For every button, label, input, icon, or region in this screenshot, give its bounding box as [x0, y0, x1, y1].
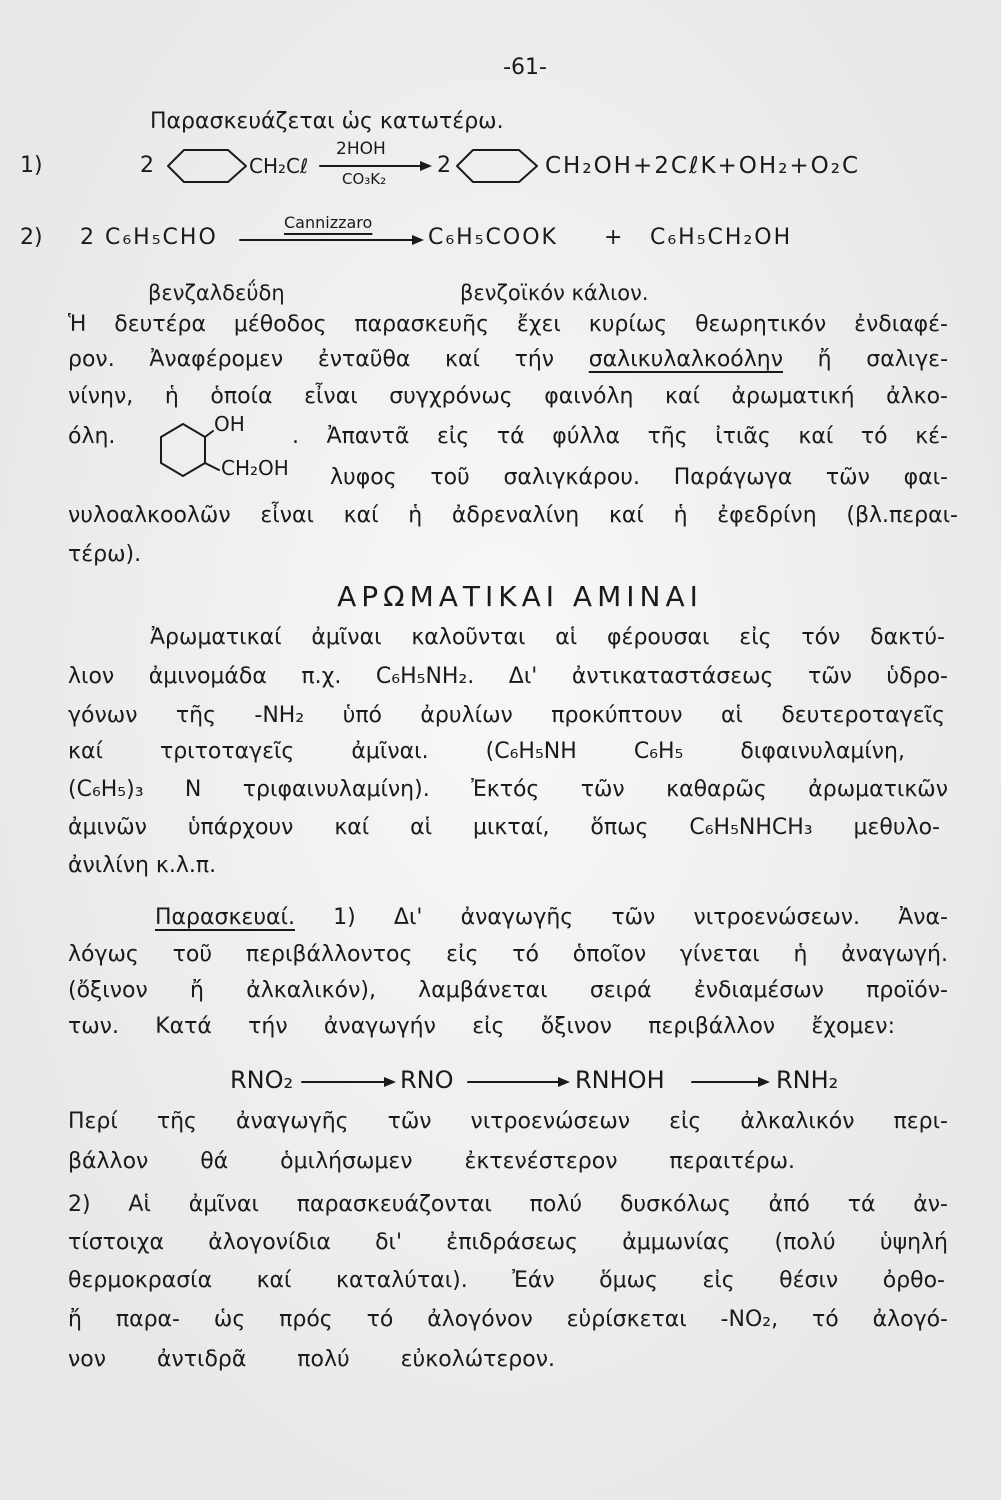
reactant-coefficient: 2 — [140, 153, 154, 178]
text-segment: 1) Δι' ἀναγωγῆς τῶν νιτροενώσεων. Ἀνα- — [333, 905, 948, 930]
benzene-ring-diagram — [166, 148, 248, 184]
text-segment: ρον. Ἀναφέρομεν ἐνταῦθα καί τήν — [68, 347, 555, 372]
reaction-arrow — [466, 1070, 574, 1094]
text-line: (ὄξινον ἤ ἀλκαλικόν), λαμβάνεται σειρά ἐνδιαμέσων προϊόν- — [68, 978, 948, 1003]
text-line: (C₆H₅)₃ N τριφαινυλαμίνη). Ἐκτός τῶν καθαρῶς ἀρωματικῶν — [68, 777, 948, 802]
chain-species: RNO₂ — [230, 1066, 294, 1094]
reaction-condition-label: Cannizzaro — [284, 213, 373, 232]
text-line: τέρω). — [68, 542, 142, 567]
reagent-above-arrow: 2HOH — [336, 139, 386, 159]
intro-line: Παρασκευάζεται ὡς κατωτέρω. — [150, 109, 504, 134]
chain-species: RNO — [400, 1066, 454, 1094]
text-line: 2) Αἱ ἀμῖναι παρασκευάζονται πολύ δυσκόλως ἀπό τά ἀν- — [68, 1192, 948, 1217]
text-segment: ἤ σαλιγε- — [817, 347, 949, 372]
text-line: λυφος τοῦ σαλιγκάρου. Παράγωγα τῶν φαι- — [330, 465, 948, 490]
structure-hydroxyl-label: OH — [214, 412, 245, 436]
product-name: βενζοϊκόν κάλιον. — [460, 281, 649, 305]
reaction-number: 1) — [20, 153, 43, 178]
section-heading: ΑΡΩΜΑΤΙΚΑΙ ΑΜΙΝΑΙ — [337, 580, 703, 613]
text-line: γόνων τῆς -NH₂ ὑπό ἀρυλίων προκύπτουν αἱ δευτεροταγεῖς — [68, 703, 945, 728]
text-line: νον ἀντιδρᾶ πολύ εὐκολώτερον. — [68, 1347, 555, 1372]
text-line: θερμοκρασία καί καταλύται). Ἐάν ὅμως εἰς θέσιν ὀρθο- — [68, 1268, 945, 1293]
chain-species: RNHOH — [575, 1066, 665, 1094]
text-line: Ἡ δευτέρα μέθοδος παρασκευῆς ἔχει κυρίως θεωρητικόν ἐνδιαφέ- — [68, 312, 948, 337]
products: CH₂OH+2CℓK+OH₂+O₂C — [545, 153, 861, 179]
text-line: καί τριτοταγεῖς ἀμῖναι. (C₆H₅NH C₆H₅ διφαινυλαμίνη, — [68, 739, 905, 764]
text-line: τίστοιχα ἀλογονίδια δι' ἐπιδράσεως ἀμμωνίας (πολύ ὑψηλή — [68, 1230, 948, 1255]
reactant-name: βενζαλδεΰδη — [148, 281, 285, 305]
product-1: C₆H₅COOK — [428, 225, 558, 250]
text-line: ἀνιλίνη κ.λ.π. — [68, 853, 217, 878]
reaction-arrow — [238, 226, 428, 254]
text-line — [155, 903, 948, 933]
reaction-number: 2) — [20, 225, 43, 250]
text-line: νίνην, ἡ ὁποία εἶναι συγχρόνως φαινόλη καί ἀρωματική ἀλκο- — [68, 384, 948, 409]
text-line: ἀμινῶν ὑπάρχουν καί αἱ μικταί, ὅπως C₆H₅NHCH₃ μεθυλο- — [68, 815, 940, 840]
text-line: λόγως τοῦ περιβάλλοντος εἰς τό ὁποῖον γίνεται ἡ ἀναγωγή. — [68, 942, 948, 967]
text-line: λιον ἀμινομάδα π.χ. C₆H₅NH₂. Δι' ἀντικαταστάσεως τῶν ὑδρο- — [68, 664, 948, 689]
product-2: C₆H₅CH₂OH — [650, 225, 793, 250]
product-coefficient: 2 — [437, 153, 451, 178]
chain-species: RNH₂ — [776, 1066, 839, 1094]
subsection-title: Παρασκευαί. — [155, 905, 295, 930]
reactant: 2 C₆H₅CHO — [80, 225, 218, 250]
text-line: Ἀρωματικαί ἀμῖναι καλοῦνται αἱ φέρουσαι εἰς τόν δακτύ- — [150, 625, 945, 650]
reaction-arrow — [300, 1070, 400, 1094]
reaction-arrow — [690, 1070, 774, 1094]
reagent-below-arrow: CO₃K₂ — [342, 170, 387, 188]
plus-sign: + — [604, 225, 623, 250]
page-number: -61- — [503, 55, 547, 80]
text-line: βάλλον θά ὁμιλήσωμεν ἐκτενέστερον περαιτέρω. — [68, 1149, 795, 1174]
text-line: Περί τῆς ἀναγωγῆς τῶν νιτροενώσεων εἰς ἀλκαλικόν περι- — [68, 1109, 948, 1134]
text-line: ἤ παρα- ὡς πρός τό ἀλογόνον εὑρίσκεται -NO₂, τό ἀλογό- — [68, 1307, 948, 1332]
underlined-term: σαλικυλαλκοόλην — [588, 347, 784, 372]
reactant-group: CH₂Cℓ — [249, 154, 309, 178]
text-line: νυλοαλκοολῶν εἶναι καί ἡ ἀδρεναλίνη καί ἡ ἐφεδρίνη (βλ.περαι- — [68, 503, 958, 528]
benzene-ring-diagram — [455, 148, 539, 184]
structure-hydroxymethyl-label: CH₂OH — [221, 456, 289, 480]
text-segment: όλη. — [68, 424, 116, 449]
text-line — [68, 345, 948, 375]
text-line: . Ἀπαντᾶ εἰς τά φύλλα τῆς ἰτιᾶς καί τό κέ- — [292, 424, 948, 449]
text-line: των. Κατά τήν ἀναγωγήν εἰς ὄξινον περιβάλλον ἔχομεν: — [68, 1014, 895, 1039]
